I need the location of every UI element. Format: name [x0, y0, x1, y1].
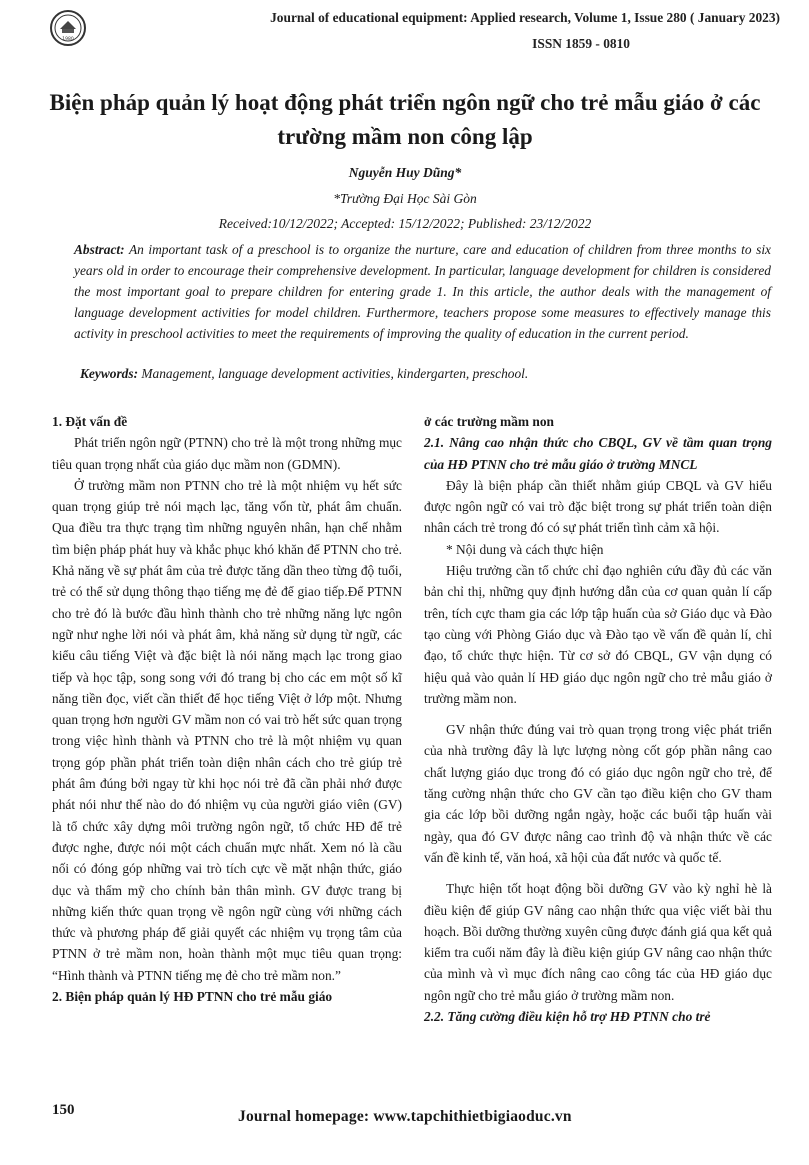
affiliation: *Trường Đại Học Sài Gòn [333, 191, 477, 206]
left-column [52, 411, 402, 1007]
right-column [424, 411, 772, 1027]
keywords [80, 366, 770, 382]
logo-emblem-icon [52, 12, 84, 44]
paragraph: Ở trường mầm non PTNN cho trẻ là một nhiệm vụ hết sức quan trọng giúp trẻ nói mạch lạc, tăng vốn từ, phát âm chuẩn. Qua điều tra thực trạng tìm những nguyên nhân, hạn chế nhằm tìm biện pháp phát huy và khắc phục khó khăn để PTNN cho trẻ. Khả năng về sự phát âm của trẻ được tăng dần theo từng độ tuổi, trẻ có thể sử dụng thông thạo tiếng mẹ đẻ để giao tiếp.Để PTNN cho trẻ đó là bước đầu hình thành cho trẻ những năng lực ngôn ngữ như nghe lời nói và phát âm, khả năng sử dụng từ ngữ, các kiểu câu tiếng Việt và đặc biệt là nói năng mạch lạc trong giao tiếp và học tập, song song với đó trang bị cho các em một số kĩ năng tiền đọc, viết cần thiết để học tiếng Việt ở lớp một. Nhưng quan trọng hơn người GV mầm non có vai trò hết sức quan trọng trong việc hình thành và PTNN cho trẻ là một nhiệm vụ quan trọng góp phần phát triển toàn diện nhân cách cho trẻ giúp trẻ phát âm đúng bởi ngay từ khi học nói trẻ đã cần phải nhớ được phát nói như thế nào do đó nhiệm vụ của người giáo viên (GV) là tổ chức xây dựng môi trường ngôn ngữ, tổ chức HĐ để trẻ được nghe, được nói một cách chuẩn mực nhất. Xem nó là cầu nối có đóng góp những vai trò tích cực về mặt nhận thức, giáo dục và thẩm mỹ cho chính bản thân mình. GV được trang bị những kiến thức quan trọng về ngôn ngữ cùng với những cách thức và phương pháp để giải quyết các nhiệm vụ trọng tâm của PTNN ở trẻ mầm non, hoàn thành một mục tiêu quan trọng: “Hình thành và PTNN tiếng mẹ đẻ cho trẻ mầm non.” [52, 477, 402, 983]
section-heading-1: 1. Đặt vấn đề [52, 414, 128, 429]
logo-year: 1980 [62, 37, 74, 42]
article-title: Biện pháp quản lý hoạt động phát triển ngôn ngữ cho trẻ mẫu giáo ở các trường mầm non công lập [49, 90, 761, 149]
abstract [74, 240, 771, 345]
keywords-text: Management, language development activities, kindergarten, preschool. [138, 366, 529, 381]
section-heading-2: 2. Biện pháp quản lý HĐ PTNN cho trẻ mẫu giáo [52, 989, 333, 1005]
paragraph: GV nhận thức đúng vai trò quan trọng trong việc phát triển của nhà trường đây là lực lượng nòng cốt góp phần nâng cao chất lượng giáo dục trong đó có giáo dục ngôn ngữ cho trẻ, để tăng cường nhận thức cho GV cần tạo điều kiện cho GV tham gia các lớp bồi dưỡng ngắn ngày, hoặc các buổi tập huấn vài ngày, qua đó GV được nâng cao trình độ và nhận thức về các vấn đề kinh tế, văn hoá, xã hội của đất nước và quốc tế. [424, 722, 772, 865]
journal-citation: Journal of educational equipment: Applied research, Volume 1, Issue 280 ( January 2023) [270, 10, 780, 25]
paragraph: Hiệu trưởng cần tổ chức chỉ đạo nghiên cứu đầy đủ các văn bản chỉ thị, những quy định hướng dẫn của cơ quan quản lí cấp trên, tích cực tham gia các lớp tập huấn của sở Giáo dục và Đào tạo cùng với Phòng Giáo dục và Đào tạo về vấn đề quản lí, chỉ đạo, tổ chức thực hiện. Từ cơ sở đó CBQL, GV vận dụng có hiệu quả vào quản lí HĐ giáo dục ngôn ngữ cho trẻ mẫu giáo ở trường mầm non. [424, 563, 772, 706]
publication-dates: Received:10/12/2022; Accepted: 15/12/2022; Published: 23/12/2022 [218, 216, 592, 231]
section-heading-2-continued: ở các trường mầm non [424, 414, 554, 429]
paragraph: Thực hiện tốt hoạt động bồi dưỡng GV vào kỳ nghỉ hè là điều kiện để giúp GV nâng cao nhận thức qua việc viết bài thu hoạch. Bồi dưỡng thường xuyên cũng được đánh giá qua kết quả kiểm tra cuối năm đây là điều kiện giúp GV nâng cao nhận thức của mình và vì mục đích nâng cao công tác của HĐ giáo dục ngôn ngữ cho trẻ mẫu giáo ở trường mầm non. [424, 881, 772, 1003]
issn: ISSN 1859 - 0810 [532, 36, 630, 51]
abstract-text: An important task of a preschool is to organize the nurture, care and education of children from three months to six years old in order to encourage their comprehensive development. In particular, language development for children is considered the most important goal to prepare children for entering grade 1. In this article, the author deals with the management of language development activities for model children. Furthermore, teachers propose some measures to effectively manage this activity in preschool activities to meet the requirements of improving the quality of education in the current period. [74, 242, 771, 341]
subsection-heading-2-2: 2.2. Tăng cường điều kiện hỗ trợ HĐ PTNN cho trẻ [424, 1009, 711, 1025]
journal-logo [50, 10, 86, 46]
author: Nguyễn Huy Dũng* [348, 165, 462, 180]
paragraph: * Nội dung và cách thực hiện [446, 541, 604, 557]
paragraph: Phát triển ngôn ngữ (PTNN) cho trẻ là một trong những mục tiêu quan trọng nhất của giáo dục mầm non (GDMN). [52, 435, 402, 472]
paragraph: Đây là biện pháp cần thiết nhằm giúp CBQL và GV hiểu được ngôn ngữ có vai trò đặc biệt trong sự phát triển toàn diện nhân cách trẻ trong đó có sự phát triển tình cảm xã hội. [424, 477, 772, 536]
subsection-heading-2-1: 2.1. Nâng cao nhận thức cho CBQL, GV về tầm quan trọng của HĐ PTNN cho trẻ mẫu giáo ở trường MNCL [424, 435, 772, 472]
abstract-label: Abstract: [74, 242, 125, 257]
journal-homepage: Journal homepage: www.tapchithietbigiaoduc.vn [238, 1108, 572, 1125]
page-number: 150 [52, 1102, 75, 1118]
keywords-label: Keywords: [80, 366, 139, 381]
